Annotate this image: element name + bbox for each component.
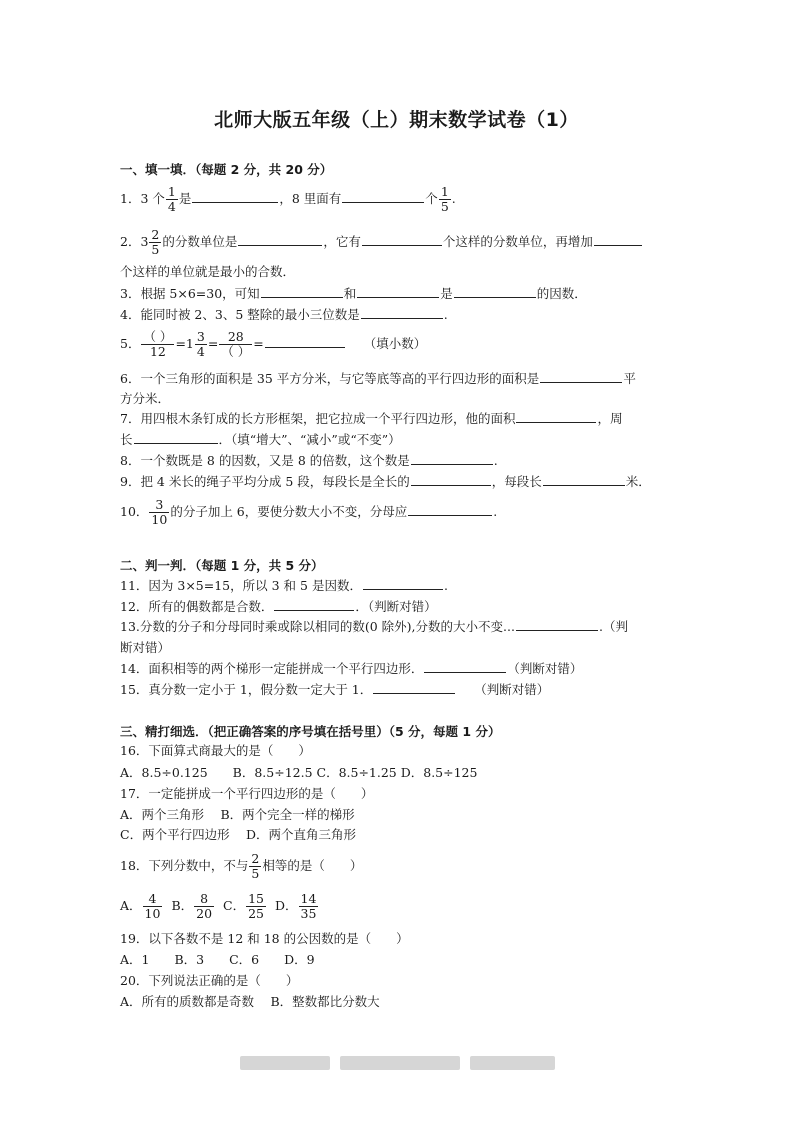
question-8: 8．一个数既是 8 的因数，又是 8 的倍数，这个数是 . <box>120 453 498 468</box>
question-2: 2．3 $\frac{2}{5}$ 的分数单位是 ，它有 个这样的分数单位，再增加 <box>120 228 643 257</box>
answer-blank[interactable] <box>192 190 278 203</box>
question-19: 19．以下各数不是 12 和 18 的公因数的是（ ） <box>120 931 409 946</box>
question-16-options: A．8.5÷0.125 B．8.5÷12.5 C．8.5÷1.25 D．8.5÷125 <box>120 765 478 780</box>
answer-blank[interactable] <box>424 660 506 673</box>
answer-blank[interactable] <box>516 618 598 631</box>
question-6: 6．一个三角形的面积是 35 平方分米，与它等底等高的平行四边形的面积是 平 <box>120 371 636 386</box>
fraction: $\frac{4}{10}$ <box>144 891 161 921</box>
fraction: $\frac{2}{5}$ <box>251 851 260 881</box>
answer-blank[interactable] <box>238 233 322 246</box>
question-7-line-2: 长 ．（填“增大”、“减小”或“不变”） <box>120 432 401 447</box>
question-14: 14．面积相等的两个梯形一定能拼成一个平行四边形． （判断对错） <box>120 661 583 676</box>
fraction: $\frac{2}{5}$ <box>151 227 160 257</box>
fraction: $\frac{( )}{12}$ <box>143 329 173 359</box>
question-5: 5． $\frac{( )}{12}$ =1 $\frac{3}{4}$ = $\frac{28}{( )}$ = （填小数） <box>120 329 427 359</box>
question-10: 10． $\frac{3}{10}$ 的分子加上 6，要使分数大小不变，分母应 . <box>120 497 498 527</box>
answer-blank[interactable] <box>363 577 443 590</box>
question-13-line-2: 断对错） <box>120 640 171 655</box>
fraction: $\frac{1}{4}$ <box>167 184 176 214</box>
answer-blank[interactable] <box>411 473 491 486</box>
section-1-heading: 一、填一填．（每题 2 分，共 20 分） <box>120 162 333 177</box>
question-2-line-2: 个这样的单位就是最小的合数． <box>120 264 296 279</box>
answer-blank[interactable] <box>362 233 442 246</box>
page-title: 北师大版五年级（上）期末数学试卷（1） <box>214 109 579 131</box>
answer-blank[interactable] <box>274 598 354 611</box>
answer-blank[interactable] <box>411 452 493 465</box>
question-16: 16．下面算式商最大的是（ ） <box>120 743 311 758</box>
fraction: $\frac{3}{4}$ <box>196 329 205 359</box>
fraction: $\frac{28}{( )}$ <box>221 329 251 359</box>
fraction: $\frac{3}{10}$ <box>151 497 168 527</box>
question-11: 11．因为 3×5=15，所以 3 和 5 是因数． . <box>120 578 448 593</box>
answer-blank[interactable] <box>261 285 343 298</box>
answer-blank[interactable] <box>516 410 596 423</box>
question-13: 13.分数的分子和分母同时乘或除以相同的数(0 除外),分数的大小不变... .（判 <box>120 619 628 634</box>
answer-blank[interactable] <box>454 285 536 298</box>
answer-blank[interactable] <box>408 503 492 516</box>
fraction: $\frac{8}{20}$ <box>196 891 213 921</box>
answer-blank[interactable] <box>540 370 622 383</box>
watermark-blur <box>470 1056 555 1070</box>
question-17-options-2: C．两个平行四边形 D．两个直角三角形 <box>120 827 357 842</box>
question-20: 20．下列说法正确的是（ ） <box>120 973 299 988</box>
answer-blank[interactable] <box>543 473 625 486</box>
answer-blank[interactable] <box>342 190 424 203</box>
question-7: 7．用四根木条钉成的长方形框架，把它拉成一个平行四边形，他的面积 ，周 <box>120 411 623 426</box>
question-18: 18．下列分数中，不与 $\frac{2}{5}$ 相等的是（ ） <box>120 851 363 881</box>
question-17: 17．一定能拼成一个平行四边形的是（ ） <box>120 786 374 801</box>
question-18-options: A． $\frac{4}{10}$ B． $\frac{8}{20}$ C． $\frac{15}{25}$ D． $\frac{14}{35}$ <box>120 891 317 921</box>
answer-blank[interactable] <box>594 233 642 246</box>
watermark-blur <box>240 1056 330 1070</box>
question-6-line-2: 方分米． <box>120 391 171 406</box>
answer-blank[interactable] <box>265 335 345 348</box>
question-19-options: A．1 B．3 C．6 D．9 <box>120 952 315 967</box>
question-20-options-1: A．所有的质数都是奇数 B．整数都比分数大 <box>120 994 380 1009</box>
question-12: 12．所有的偶数都是合数． ．（判断对错） <box>120 599 437 614</box>
fraction: $\frac{1}{5}$ <box>440 184 449 214</box>
section-2-heading: 二、判一判．（每题 1 分，共 5 分） <box>120 558 324 573</box>
question-4: 4．能同时被 2、3、5 整除的最小三位数是 . <box>120 307 448 322</box>
answer-blank[interactable] <box>134 431 218 444</box>
answer-blank[interactable] <box>361 306 443 319</box>
question-3: 3．根据 5×6=30，可知 和 是 的因数． <box>120 286 587 301</box>
fraction: $\frac{14}{35}$ <box>300 891 317 921</box>
fraction: $\frac{15}{25}$ <box>248 891 265 921</box>
answer-blank[interactable] <box>357 285 439 298</box>
question-17-options-1: A．两个三角形 B．两个完全一样的梯形 <box>120 807 355 822</box>
section-3-heading: 三、精打细选．（把正确答案的序号填在括号里）（5 分，每题 1 分） <box>120 724 501 739</box>
answer-blank[interactable] <box>373 681 455 694</box>
question-9: 9．把 4 米长的绳子平均分成 5 段，每段长是全长的 ，每段长 米． <box>120 474 651 489</box>
watermark-blur <box>340 1056 460 1070</box>
question-1: 1．3 个 $\frac{1}{4}$ 是 ，8 里面有 个 $\frac{1}{5}$ . <box>120 184 456 214</box>
question-15: 15．真分数一定小于 1，假分数一定大于 1． （判断对错） <box>120 682 550 697</box>
